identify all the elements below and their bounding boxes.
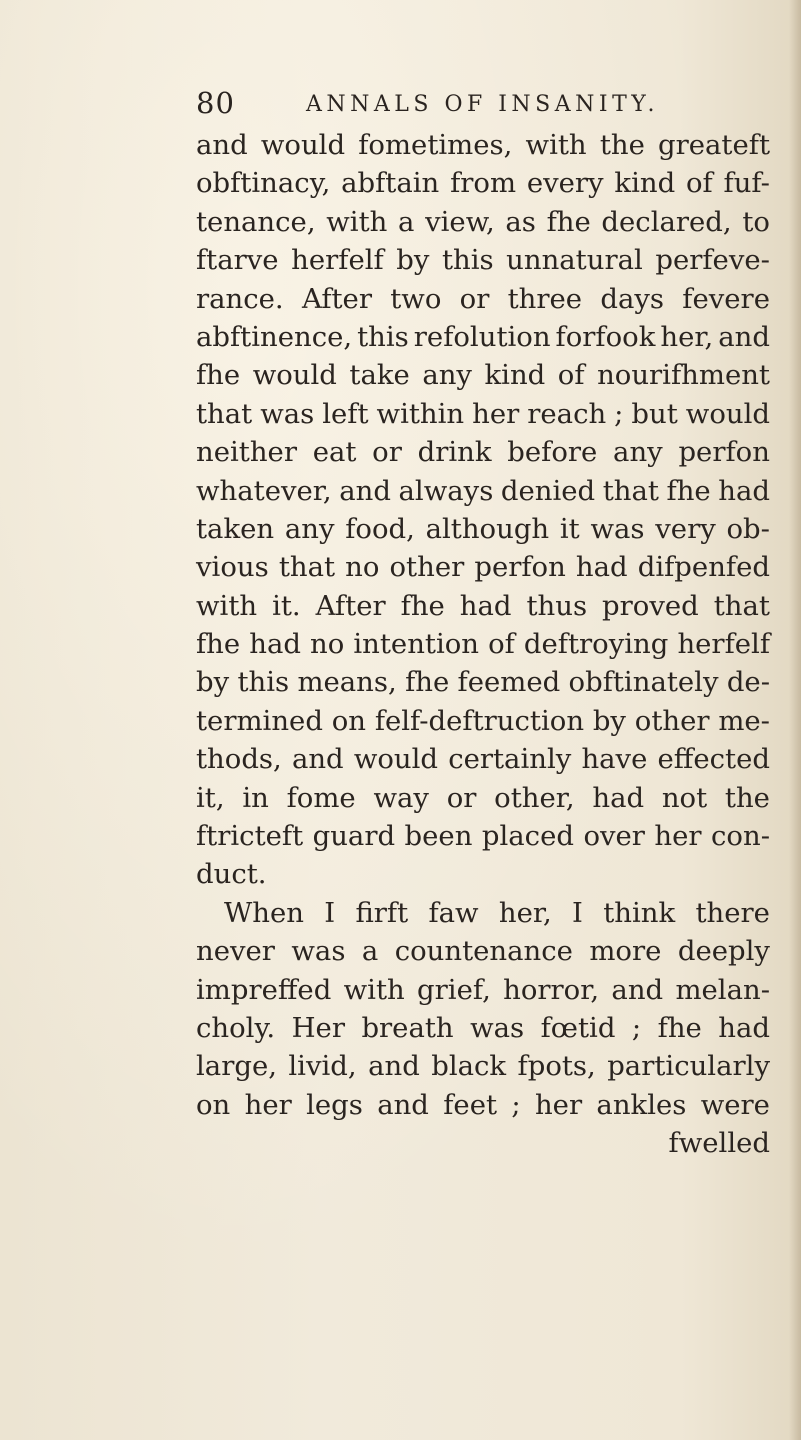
text-line: large, livid, and black fpots, particularly bbox=[196, 1050, 770, 1083]
text-line: tenance, with a view, as fhe declared, to bbox=[196, 205, 770, 238]
page-number: 80 bbox=[196, 86, 235, 120]
running-head: ANNALS OF INSANITY. bbox=[306, 92, 659, 117]
text-line: rance. After two or three days fevere bbox=[196, 282, 770, 315]
text-line: ftarve herfelf by this unnatural perfeve- bbox=[196, 244, 770, 277]
text-line: thods, and would certainly have effected bbox=[196, 743, 770, 776]
text-line: on her legs and feet ; her ankles were bbox=[196, 1088, 770, 1121]
text-line: that was left within her reach ; but would bbox=[196, 397, 770, 430]
text-line: with it. After fhe had thus proved that bbox=[196, 589, 770, 622]
text-line: When I firft faw her, I think there bbox=[224, 896, 770, 929]
text-line: vious that no other perfon had difpenfed bbox=[196, 551, 770, 584]
text-line: neither eat or drink before any perfon bbox=[196, 436, 770, 469]
text-line: fhe had no intention of deftroying herfelf bbox=[196, 628, 770, 661]
text-line: choly. Her breath was fœtid ; fhe had bbox=[196, 1011, 770, 1044]
text-line: taken any food, although it was very ob- bbox=[196, 512, 770, 545]
page-edge-shadow bbox=[789, 0, 801, 1440]
text-line: whatever, and always denied that fhe had bbox=[196, 474, 770, 507]
body-text bbox=[196, 126, 770, 1163]
text-line: and would fometimes, with the greateft bbox=[196, 129, 770, 161]
text-line: it, in fome way or other, had not the bbox=[196, 781, 770, 814]
text-line: by this means, fhe feemed obftinately de- bbox=[196, 666, 770, 699]
text-line: abftinence, this refolution forfook her, and bbox=[196, 320, 770, 353]
text-line: never was a countenance more deeply bbox=[196, 935, 770, 968]
catchword: fwelled bbox=[668, 1127, 770, 1160]
text-line: impreffed with grief, horror, and melan- bbox=[196, 973, 770, 1006]
text-line: ftricteft guard been placed over her con- bbox=[196, 820, 770, 853]
text-line: termined on felf-deftruction by other me- bbox=[196, 704, 770, 737]
text-line: obftinacy, abftain from every kind of fuf- bbox=[196, 167, 770, 200]
text-line: fhe would take any kind of nourifhment bbox=[196, 359, 770, 392]
text-line: duct. bbox=[196, 858, 267, 891]
